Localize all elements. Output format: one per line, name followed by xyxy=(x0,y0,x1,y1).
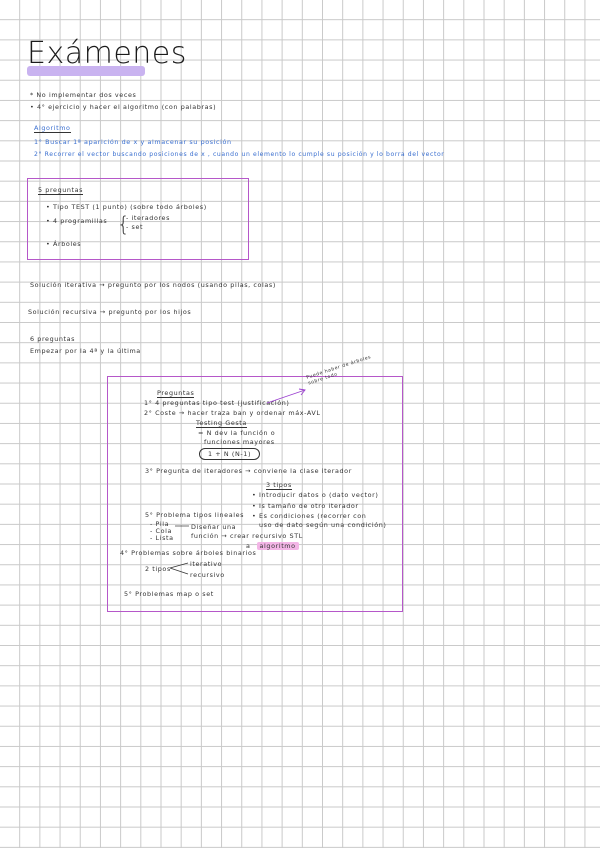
box2-p2: 2° Coste → hacer traza ban y ordenar máx-AVL xyxy=(144,409,321,417)
box2-p3: 3° Pregunta de iteradores → conviene la clase iterador xyxy=(145,467,352,475)
lineal-cola: - Cola xyxy=(150,527,173,535)
line-recursiva: Solución recursiva → pregunto por los hijos xyxy=(28,308,192,316)
box1-sub-1: - iteradores xyxy=(126,214,171,222)
tipo-3b: uso de dato según una condición) xyxy=(259,521,387,529)
testing-label: Testing Gesta xyxy=(196,419,247,427)
lineal-pila: - Pila xyxy=(150,520,170,528)
arrow-to-note xyxy=(267,390,305,403)
tipos2-label: 2 tipos xyxy=(145,565,171,573)
box1-heading: 5 preguntas xyxy=(38,186,84,194)
box1-item-3: • Árboles xyxy=(46,240,82,248)
disenar-2: función → crear recursivo STL xyxy=(191,532,303,540)
side-note: Puede haber de árboles sobre todo xyxy=(306,355,373,387)
box2-p5: 5° Problema tipos lineales xyxy=(145,511,245,519)
tipo-2: • Is tamaño de otro iterador xyxy=(252,502,359,510)
intro-line-1: * No implementar dos veces xyxy=(30,91,137,99)
intro-line-2: • 4° ejercicio y hacer el algoritmo (con palabras) xyxy=(30,103,217,111)
box2-p4: 4° Problemas sobre árboles binarios xyxy=(120,549,257,557)
brace-icon: { xyxy=(117,212,130,236)
n-dev-2: funciones mayores xyxy=(204,438,275,446)
line-empezar: Empezar por la 4ª y la última xyxy=(30,347,141,355)
line-seis-preguntas: 6 preguntas xyxy=(30,335,76,343)
algoritmo-step-1: 1° Buscar 1ª aparición de x y almacenar su posición xyxy=(34,138,232,146)
branch-recursivo xyxy=(170,568,188,574)
page-title: Exámenes xyxy=(27,36,187,71)
algoritmo-step-2: 2° Recorrer el vector buscando posiciones de x , cuando un elemento lo cumple su posición y lo borra del vector xyxy=(34,151,445,158)
formula-oval: 1 + N (N-1) xyxy=(199,448,260,460)
tipo-3: • Es condiciones (recorrer con xyxy=(252,512,367,520)
box1-item-1: • Tipo TEST (1 punto) (sobre todo árboles) xyxy=(46,203,207,211)
tipos-heading: 3 tipos xyxy=(266,481,292,489)
box2-heading: Preguntas xyxy=(157,389,195,397)
box2-p1: 1° 4 preguntas tipo test (justificación) xyxy=(144,399,290,407)
lineal-lista: - Lista xyxy=(150,534,174,542)
tipo-iterativo: iterativo xyxy=(190,560,223,568)
line-iterativa: Solución iterativa → pregunto por los nodos (usando pilas, colas) xyxy=(30,281,276,289)
algoritmo-heading: Algoritmo xyxy=(34,124,71,132)
n-dev-1: = N dev la función o xyxy=(198,429,276,437)
box1-item-2: • 4 programillas xyxy=(46,217,108,225)
branch-iterativo xyxy=(170,563,188,568)
tipo-recursivo: recursivo xyxy=(190,571,225,579)
disenar-1: Diseñar una xyxy=(191,523,237,531)
box2-p6: 5° Problemas map o set xyxy=(124,590,214,598)
box1-sub-2: - set xyxy=(126,223,144,231)
tipo-1: • Introducir datos o (dato vector) xyxy=(252,491,379,499)
algoritmo-highlight: algoritmo xyxy=(257,542,299,550)
